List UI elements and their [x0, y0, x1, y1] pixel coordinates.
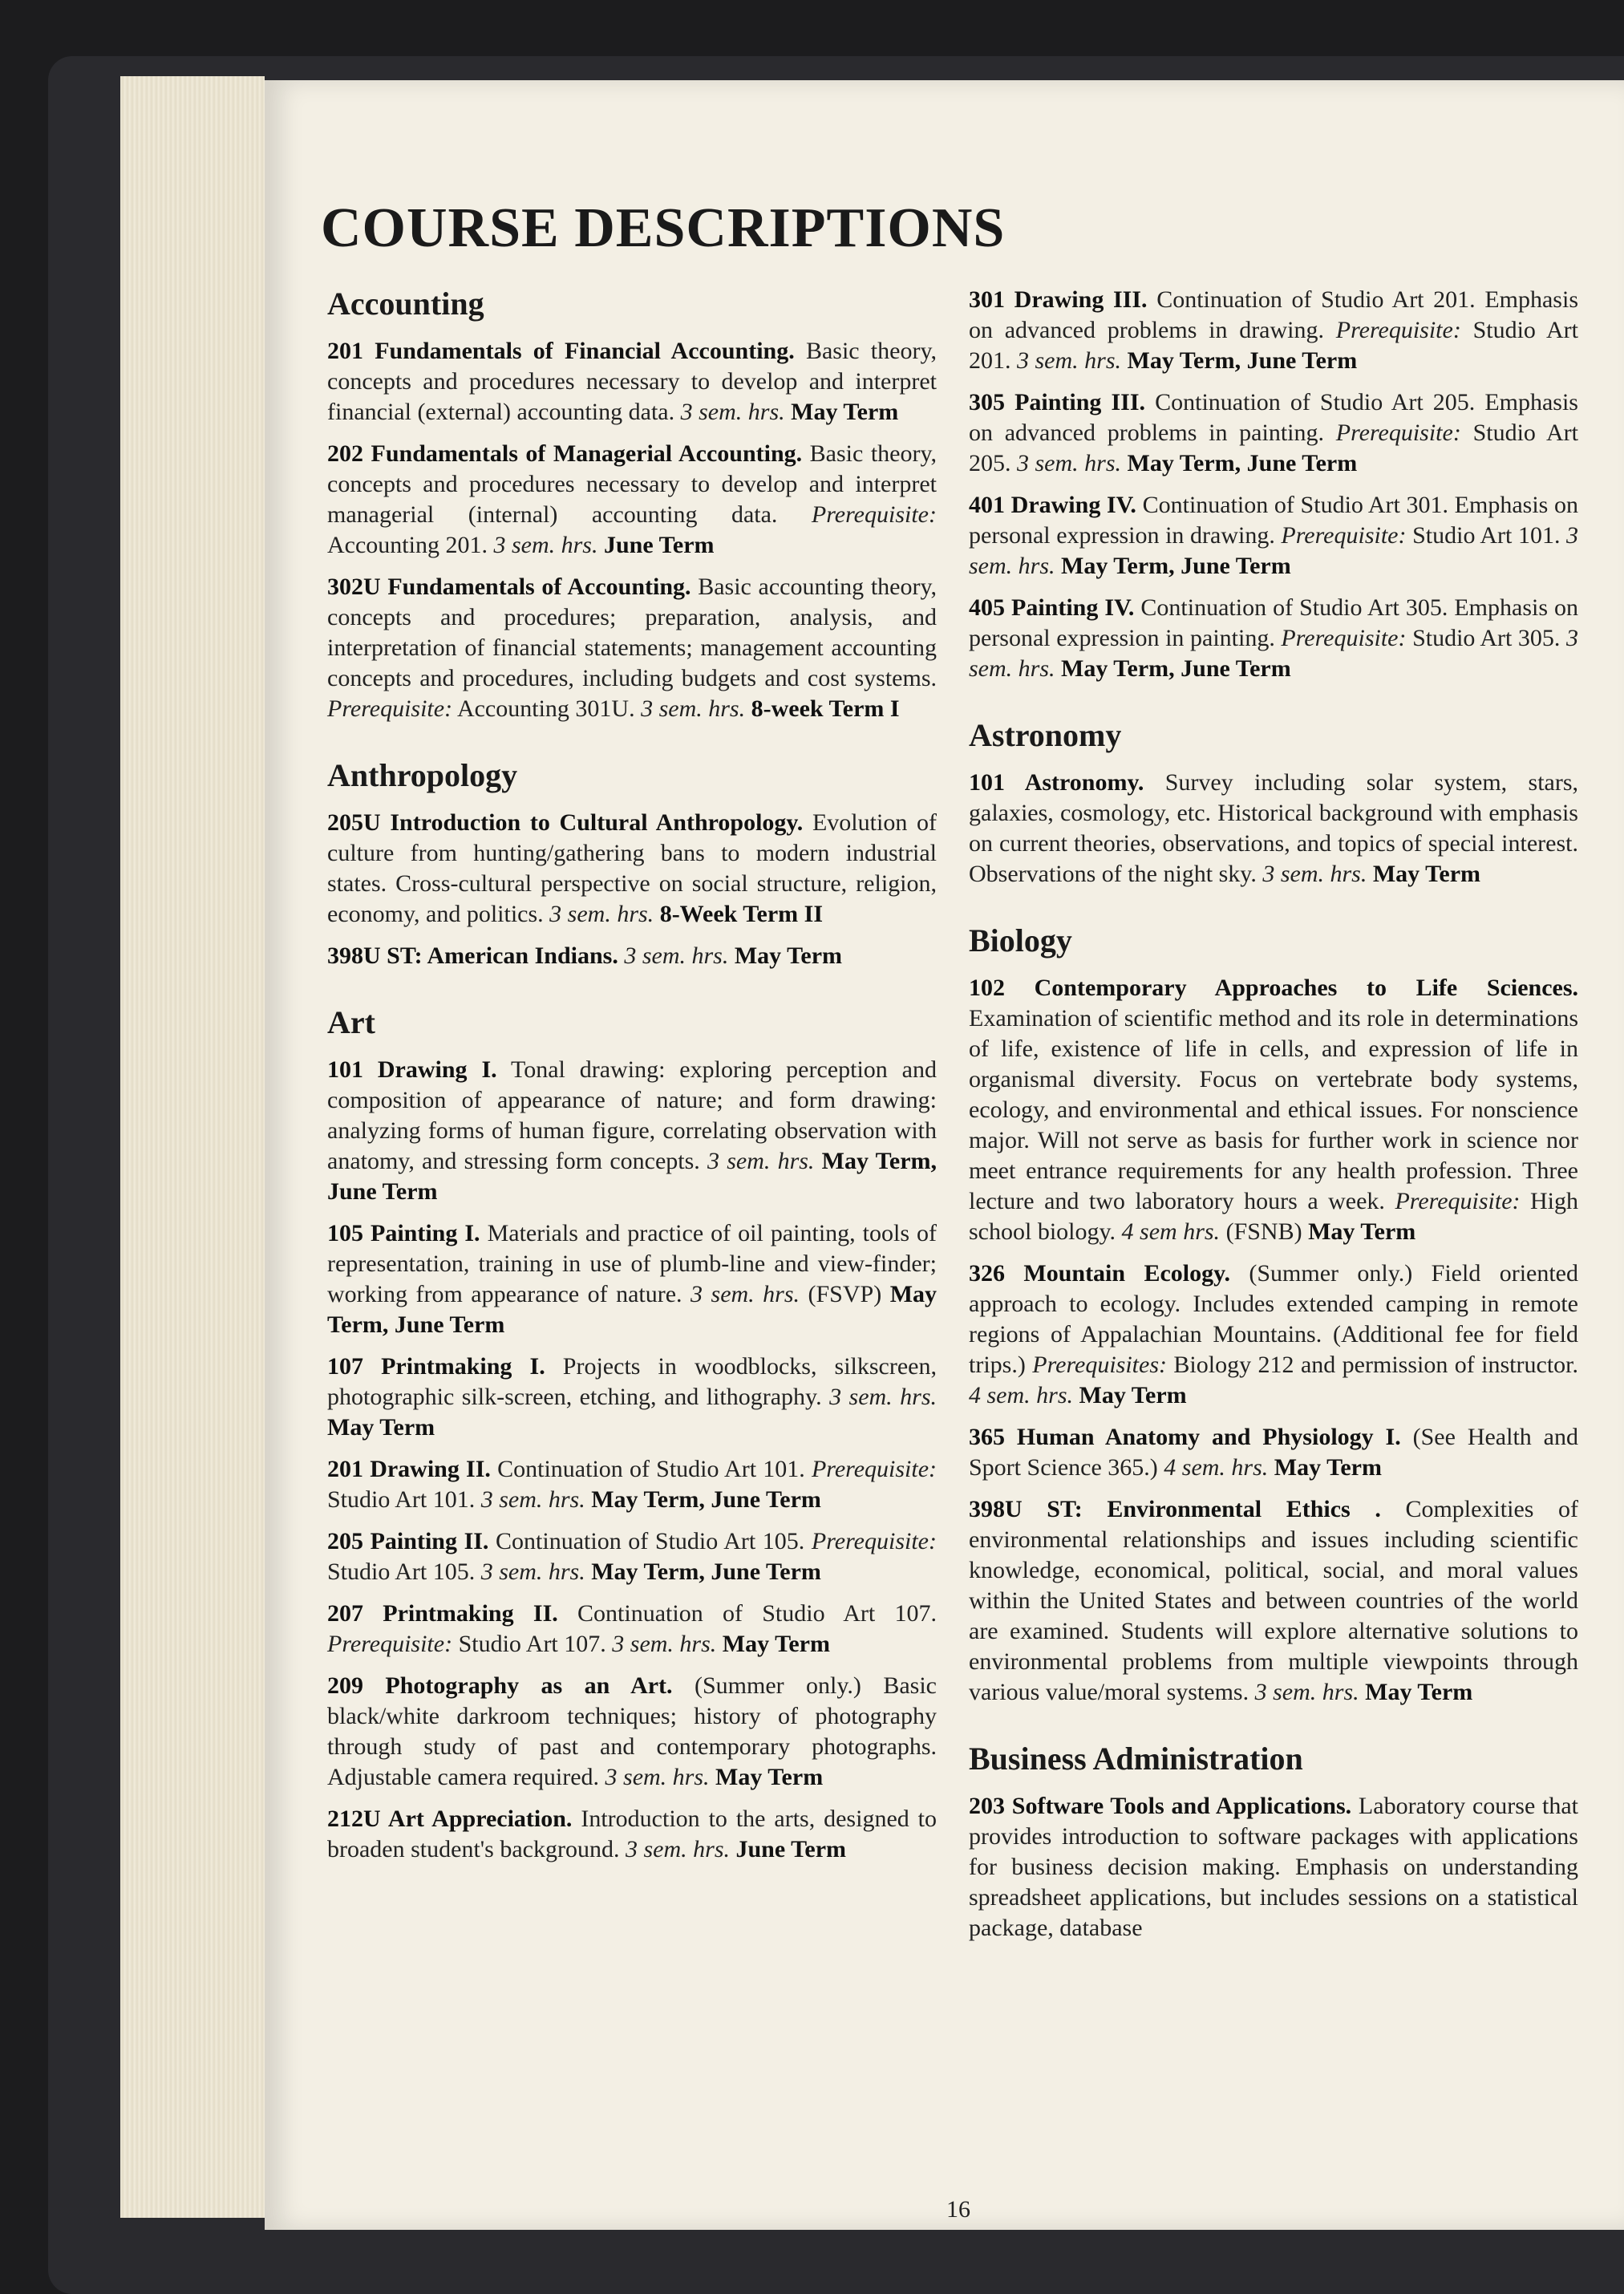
- course-term: May Term, June Term: [1127, 450, 1358, 476]
- section-heading: Business Administration: [969, 1741, 1303, 1777]
- course-title: 201 Drawing II.: [327, 1456, 491, 1482]
- course-entry: [969, 387, 1578, 479]
- credit-hours: 3 sem. hrs.: [1017, 347, 1122, 374]
- course-title: 207 Printmaking II.: [327, 1600, 558, 1627]
- course-term: June Term: [603, 532, 715, 558]
- course-entry: [969, 1258, 1578, 1411]
- course-title: 201 Fundamentals of Financial Accounting.: [327, 338, 795, 364]
- course-term: May Term: [1308, 1218, 1416, 1245]
- credit-hours: 3 sem. hrs.: [680, 399, 785, 425]
- course-entry: [969, 285, 1578, 376]
- course-code: (FSNB): [1225, 1218, 1302, 1245]
- prerequisite-value: Accounting 201.: [327, 532, 488, 558]
- credit-hours: 3 sem. hrs.: [625, 1836, 730, 1862]
- course-entry: [327, 1599, 937, 1660]
- course-description: Basic theory, concepts and procedures necessary to develop and interpret financial (external) accounting data.: [327, 338, 938, 425]
- prerequisite-label: Prerequisite:: [327, 1631, 453, 1657]
- course-description: Tonal drawing: exploring perception and composition of appearance of nature; and form drawing: analyzing forms of human figure, correlating observation with anatomy, and stressing form concepts.: [327, 1056, 937, 1174]
- course-description: Introduction to the arts, designed to broaden student's background.: [327, 1806, 938, 1862]
- course-description: Continuation of Studio Art 101.: [497, 1456, 805, 1482]
- course-section: [969, 285, 1578, 684]
- credit-hours: 4 sem. hrs.: [1164, 1454, 1269, 1481]
- credit-hours: 3 sem. hrs.: [624, 942, 729, 969]
- course-description: (Summer only.) Field oriented approach to ecology. Includes extended camping in remote regions of Appalachian Mountains. (Additional fee for field trips.): [969, 1260, 1578, 1378]
- section-heading: Art: [327, 1004, 375, 1040]
- credit-hours: 3 sem. hrs.: [1262, 861, 1367, 887]
- course-section: [969, 922, 1578, 1708]
- course-description: Evolution of culture from hunting/gathering bans to modern industrial states. Cross-cultural perspective on social structure, religion, economy, and politics.: [327, 809, 937, 927]
- prerequisite-label: Prerequisite:: [1335, 317, 1461, 343]
- course-description: Complexities of environmental relationships and issues including scientific knowledge, economical, political, social, and moral values within the United States and between countries of the world are examined. Students will explore alternative solutions to environmental problems from multiple viewpoints through various value/moral systems.: [969, 1496, 1579, 1705]
- course-title: 105 Painting I.: [327, 1220, 480, 1246]
- credit-hours: 3 sem. hrs.: [1254, 1679, 1359, 1705]
- course-description: Examination of scientific method and its role in determinations of life, existence of life in cells, and expression of life in organismal diversity. Focus on vertebrate body systems, ecology, and environmental and ethical issues. For nonscience major. Will not serve as basis for further work in science nor meet entrance requirements for any health profession. Three lecture and two laboratory hours a week.: [969, 1005, 1578, 1214]
- course-section: [969, 716, 1578, 890]
- course-entry: [969, 1422, 1578, 1483]
- course-title: 398U ST: American Indians.: [327, 942, 618, 969]
- prerequisite-value: Biology 212 and permission of instructor.: [1173, 1352, 1578, 1378]
- credit-hours: 3 sem. hrs.: [493, 532, 598, 558]
- course-title: 398U ST: Environmental Ethics .: [969, 1496, 1381, 1522]
- course-term: May Term, June Term: [591, 1486, 821, 1513]
- prerequisite-label: Prerequisite:: [1281, 522, 1407, 549]
- course-title: 202 Fundamentals of Managerial Accounting.: [327, 440, 803, 467]
- course-title: 301 Drawing III.: [969, 286, 1148, 313]
- course-description: Continuation of Studio Art 301. Emphasis on personal expression in drawing.: [969, 492, 1578, 549]
- section-heading: Astronomy: [969, 717, 1122, 753]
- credit-hours: 3 sem. hrs.: [691, 1281, 800, 1307]
- section-heading: Accounting: [327, 286, 484, 322]
- course-entry: [327, 572, 937, 724]
- course-entry: [969, 490, 1578, 582]
- prerequisite-label: Prerequisite:: [1395, 1188, 1521, 1214]
- course-entry: [969, 973, 1578, 1247]
- course-description: Continuation of Studio Art 107.: [577, 1600, 937, 1627]
- credit-hours: 3 sem. hrs.: [612, 1631, 717, 1657]
- course-entry: [327, 941, 937, 971]
- credit-hours: 3 sem. hrs.: [605, 1764, 710, 1790]
- course-entry: [327, 808, 937, 930]
- course-entry: [327, 1526, 937, 1587]
- course-entry: [327, 1055, 937, 1207]
- course-section: [327, 285, 937, 724]
- course-term: 8-week Term I: [751, 695, 900, 722]
- prerequisite-label: Prerequisite:: [811, 1528, 937, 1554]
- credit-hours: 4 sem. hrs.: [969, 1382, 1074, 1408]
- course-title: 101 Drawing I.: [327, 1056, 497, 1083]
- course-entry: [969, 593, 1578, 684]
- course-term: May Term, June Term: [1061, 655, 1291, 682]
- prerequisite-label: Prerequisite:: [811, 501, 937, 528]
- prerequisite-label: Prerequisites:: [1032, 1352, 1167, 1378]
- course-entry: [327, 1454, 937, 1515]
- course-title: 401 Drawing IV.: [969, 492, 1136, 518]
- course-title: 212U Art Appreciation.: [327, 1806, 573, 1832]
- course-term: May Term: [1372, 861, 1481, 887]
- course-term: June Term: [735, 1836, 847, 1862]
- course-entry: [327, 1218, 937, 1340]
- prerequisite-value: Studio Art 107.: [458, 1631, 606, 1657]
- course-entry: [969, 1494, 1578, 1708]
- course-title: 326 Mountain Ecology.: [969, 1260, 1230, 1287]
- course-description: (Summer only.) Basic black/white darkroom techniques; history of photography through study of past and contemporary photographs. Adjustable camera required.: [327, 1672, 937, 1790]
- course-entry: [327, 336, 937, 428]
- course-term: May Term, June Term: [1061, 553, 1291, 579]
- course-code: (FSVP): [808, 1281, 882, 1307]
- course-term: May Term, June Term: [1127, 347, 1358, 374]
- course-entry: [327, 1671, 937, 1793]
- section-heading: Anthropology: [327, 757, 518, 793]
- prerequisite-label: Prerequisite:: [1335, 419, 1461, 446]
- course-term: May Term, June Term: [327, 1281, 938, 1338]
- course-term: May Term: [715, 1764, 824, 1790]
- prerequisite-value: High school biology.: [969, 1188, 1579, 1245]
- credit-hours: 3 sem. hrs.: [480, 1558, 585, 1585]
- credit-hours: 3 sem. hrs.: [829, 1384, 938, 1410]
- page-title: COURSE DESCRIPTIONS: [321, 197, 1006, 259]
- course-term: May Term: [1079, 1382, 1187, 1408]
- course-description: Continuation of Studio Art 305. Emphasis on personal expression in painting.: [969, 594, 1579, 651]
- credit-hours: 3 sem. hrs.: [549, 901, 654, 927]
- prerequisite-value: Studio Art 201.: [969, 317, 1579, 374]
- course-description: Survey including solar system, stars, galaxies, cosmology, etc. Historical background with emphasis on current theories, observations, and topics of special interest. Observations of the night sky.: [969, 769, 1579, 887]
- course-description: (See Health and Sport Science 365.): [969, 1424, 1578, 1481]
- course-description: Continuation of Studio Art 105.: [496, 1528, 805, 1554]
- right-column: [969, 285, 1578, 1976]
- course-title: 365 Human Anatomy and Physiology I.: [969, 1424, 1401, 1450]
- credit-hours: 3 sem. hrs.: [969, 625, 1578, 682]
- prerequisite-label: Prerequisite:: [1281, 625, 1407, 651]
- credit-hours: 3 sem. hrs.: [1017, 450, 1122, 476]
- prerequisite-value: Studio Art 101.: [327, 1486, 476, 1513]
- course-entry: [327, 1352, 937, 1443]
- course-section: [327, 1003, 937, 1865]
- course-term: May Term: [791, 399, 899, 425]
- course-entry: [969, 1791, 1578, 1943]
- course-title: 209 Photography as an Art.: [327, 1672, 673, 1699]
- course-title: 101 Astronomy.: [969, 769, 1144, 796]
- credit-hours: 4 sem hrs.: [1121, 1218, 1221, 1245]
- course-description: Continuation of Studio Art 201. Emphasis on advanced problems in drawing.: [969, 286, 1578, 343]
- course-section: [969, 1740, 1578, 1943]
- credit-hours: 3 sem. hrs.: [969, 522, 1579, 579]
- course-term: May Term: [1274, 1454, 1382, 1481]
- course-title: 205 Painting II.: [327, 1528, 489, 1554]
- prerequisite-label: Prerequisite:: [327, 695, 453, 722]
- course-term: May Term: [734, 942, 842, 969]
- course-entry: [327, 1804, 937, 1865]
- prerequisite-value: Studio Art 101.: [1412, 522, 1561, 549]
- course-entry: [327, 439, 937, 561]
- course-description: Basic accounting theory, concepts and procedures; preparation, analysis, and interpretation of financial statements; management accounting concepts and procedures, including budgets and cost systems.: [327, 574, 938, 691]
- course-term: May Term, June Term: [327, 1148, 937, 1205]
- course-term: May Term: [327, 1414, 435, 1441]
- course-title: 205U Introduction to Cultural Anthropology.: [327, 809, 804, 836]
- course-description: Basic theory, concepts and procedures necessary to develop and interpret managerial (internal) accounting data.: [327, 440, 938, 528]
- course-description: Laboratory course that provides introduction to software packages with applications for business decision making. Emphasis on understanding spreadsheet applications, but includes sessions on a statistical package, database: [969, 1793, 1579, 1941]
- course-title: 405 Painting IV.: [969, 594, 1135, 621]
- course-description: Projects in woodblocks, silkscreen, photographic silk-screen, etching, and lithography.: [327, 1353, 937, 1410]
- page-number: 16: [946, 2196, 970, 2223]
- course-entry: [969, 768, 1578, 890]
- prerequisite-value: Studio Art 205.: [969, 419, 1578, 476]
- prerequisite-value: Studio Art 305.: [1412, 625, 1561, 651]
- course-term: May Term: [1365, 1679, 1473, 1705]
- course-description: Materials and practice of oil painting, tools of representation, training in use of plumb-line and view-finder; working from appearance of nature.: [327, 1220, 938, 1307]
- course-title: 107 Printmaking I.: [327, 1353, 545, 1380]
- left-column: [327, 285, 937, 1897]
- course-term: May Term, June Term: [591, 1558, 821, 1585]
- course-section: [327, 756, 937, 971]
- course-title: 302U Fundamentals of Accounting.: [327, 574, 691, 600]
- credit-hours: 3 sem. hrs.: [480, 1486, 585, 1513]
- section-heading: Biology: [969, 922, 1072, 959]
- credit-hours: 3 sem. hrs.: [707, 1148, 815, 1174]
- course-title: 203 Software Tools and Applications.: [969, 1793, 1352, 1819]
- course-term: May Term: [722, 1631, 830, 1657]
- course-description: Continuation of Studio Art 205. Emphasis on advanced problems in painting.: [969, 389, 1578, 446]
- prerequisite-value: Accounting 301U.: [456, 695, 635, 722]
- course-title: 102 Contemporary Approaches to Life Sciences.: [969, 975, 1578, 1001]
- credit-hours: 3 sem. hrs.: [641, 695, 746, 722]
- prerequisite-value: Studio Art 105.: [327, 1558, 476, 1585]
- page-edges: [120, 76, 265, 2218]
- course-title: 305 Painting III.: [969, 389, 1146, 415]
- prerequisite-label: Prerequisite:: [811, 1456, 938, 1482]
- course-term: 8-Week Term II: [659, 901, 824, 927]
